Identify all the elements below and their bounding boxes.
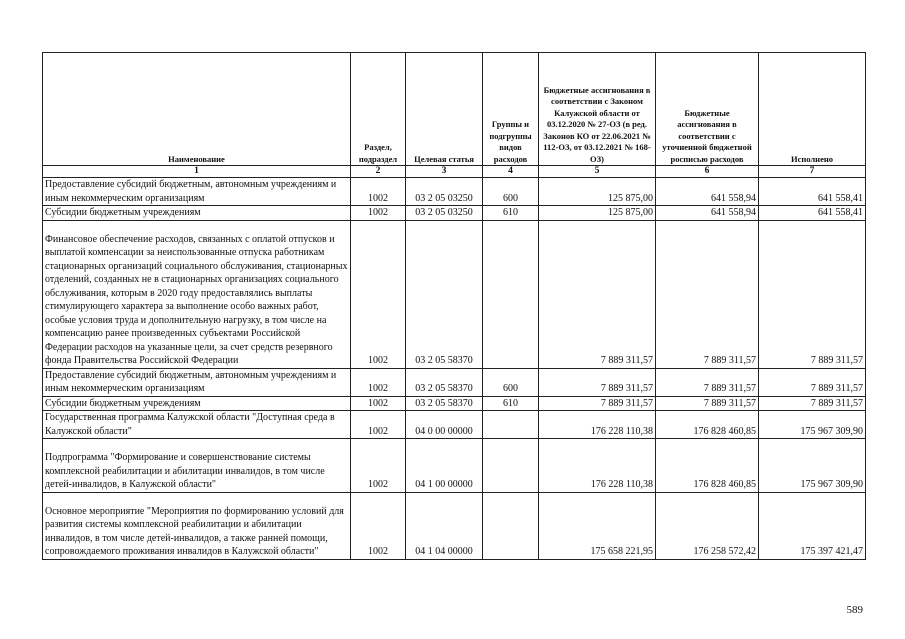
row-law-amount: 125 875,00 [539, 206, 656, 221]
row-section: 1002 [351, 411, 406, 439]
row-group [483, 439, 539, 493]
row-name: Субсидии бюджетным учреждениям [43, 396, 351, 411]
table-row [43, 439, 866, 493]
row-target: 03 2 05 58370 [406, 220, 483, 368]
header-refined-allocations: Бюджетные ассигнования в соответствии с уточненной бюджетной росписью расходов [656, 53, 759, 166]
page-number: 589 [846, 604, 863, 616]
row-name: Основное мероприятие "Мероприятия по формированию условий для развития системы комплексной реабилитации и абилитации инвалидов, в том числе детей-инвалидов, а также ранней помощи, сопровождаемого проживания инвалидов в Калужской области" [43, 492, 351, 559]
row-executed-amount: 7 889 311,57 [759, 396, 866, 411]
row-name: Предоставление субсидий бюджетным, автономным учреждениям и иным некоммерческим организациям [43, 178, 351, 206]
table-row [43, 178, 866, 206]
row-refined-amount: 176 828 460,85 [656, 439, 759, 493]
row-law-amount: 125 875,00 [539, 178, 656, 206]
row-name: Предоставление субсидий бюджетным, автономным учреждениям и иным некоммерческим организациям [43, 368, 351, 396]
table-row [43, 368, 866, 396]
row-name: Финансовое обеспечение расходов, связанных с оплатой отпусков и выплатой компенсации за неиспользованные отпуска работникам стационарных организаций социального обслуживания, стационарных отделений, созданных не в стационарных организациях социального обслуживания, которым в 2020 году предоставлялись выплаты стимулирующего характера за выполнение особо важных работ, особые условия труда и дополнительную нагрузку, в том числе на компенсацию ранее произведенных субъектами Российской Федерации расходов на указанные цели, за счет средств резервного фонда Правительства Российской Федерации [43, 220, 351, 368]
row-target: 03 2 05 58370 [406, 396, 483, 411]
column-number: 5 [539, 166, 656, 178]
row-law-amount: 7 889 311,57 [539, 368, 656, 396]
header-section: Раздел, подраздел [351, 53, 406, 166]
row-section: 1002 [351, 206, 406, 221]
row-name: Государственная программа Калужской области "Доступная среда в Калужской области" [43, 411, 351, 439]
row-group [483, 411, 539, 439]
row-law-amount: 175 658 221,95 [539, 492, 656, 559]
header-law-allocations: Бюджетные ассигнования в соответствии с Законом Калужской области от 03.12.2020 № 27-ОЗ (в ред. Законов КО от 22.06.2021 № 112-ОЗ, от 03.12.2021 № 168-ОЗ) [539, 53, 656, 166]
row-target: 04 1 00 00000 [406, 439, 483, 493]
row-executed-amount: 175 397 421,47 [759, 492, 866, 559]
row-target: 04 0 00 00000 [406, 411, 483, 439]
row-target: 03 2 05 03250 [406, 206, 483, 221]
row-law-amount: 176 228 110,38 [539, 439, 656, 493]
row-law-amount: 7 889 311,57 [539, 220, 656, 368]
row-group: 610 [483, 206, 539, 221]
row-target: 03 2 05 58370 [406, 368, 483, 396]
row-executed-amount: 641 558,41 [759, 178, 866, 206]
column-number: 2 [351, 166, 406, 178]
row-section: 1002 [351, 368, 406, 396]
table-row [43, 492, 866, 559]
column-number: 7 [759, 166, 866, 178]
budget-execution-table [42, 52, 866, 560]
row-executed-amount: 7 889 311,57 [759, 220, 866, 368]
row-name: Субсидии бюджетным учреждениям [43, 206, 351, 221]
column-number-row [43, 166, 866, 178]
row-target: 04 1 04 00000 [406, 492, 483, 559]
row-law-amount: 176 228 110,38 [539, 411, 656, 439]
column-number: 6 [656, 166, 759, 178]
row-section: 1002 [351, 220, 406, 368]
row-name: Подпрограмма "Формирование и совершенствование системы комплексной реабилитации и абилитации инвалидов, в том числе детей-инвалидов, в Калужской области" [43, 439, 351, 493]
row-group: 610 [483, 396, 539, 411]
row-executed-amount: 641 558,41 [759, 206, 866, 221]
row-section: 1002 [351, 396, 406, 411]
row-refined-amount: 641 558,94 [656, 206, 759, 221]
column-number: 4 [483, 166, 539, 178]
header-executed: Исполнено [759, 53, 866, 166]
table-row [43, 411, 866, 439]
row-group [483, 492, 539, 559]
row-refined-amount: 7 889 311,57 [656, 396, 759, 411]
table-row [43, 206, 866, 221]
column-number: 1 [43, 166, 351, 178]
row-group [483, 220, 539, 368]
row-executed-amount: 7 889 311,57 [759, 368, 866, 396]
row-group: 600 [483, 368, 539, 396]
table-row [43, 220, 866, 368]
header-name: Наименование [43, 53, 351, 166]
row-section: 1002 [351, 178, 406, 206]
row-executed-amount: 175 967 309,90 [759, 439, 866, 493]
row-group: 600 [483, 178, 539, 206]
row-refined-amount: 641 558,94 [656, 178, 759, 206]
row-refined-amount: 176 828 460,85 [656, 411, 759, 439]
column-number: 3 [406, 166, 483, 178]
row-executed-amount: 175 967 309,90 [759, 411, 866, 439]
row-section: 1002 [351, 492, 406, 559]
header-expense-group: Группы и подгруппы видов расходов [483, 53, 539, 166]
row-target: 03 2 05 03250 [406, 178, 483, 206]
row-section: 1002 [351, 439, 406, 493]
row-law-amount: 7 889 311,57 [539, 396, 656, 411]
table-header-row [43, 53, 866, 166]
row-refined-amount: 176 258 572,42 [656, 492, 759, 559]
table-row [43, 396, 866, 411]
row-refined-amount: 7 889 311,57 [656, 368, 759, 396]
header-target-article: Целевая статья [406, 53, 483, 166]
row-refined-amount: 7 889 311,57 [656, 220, 759, 368]
